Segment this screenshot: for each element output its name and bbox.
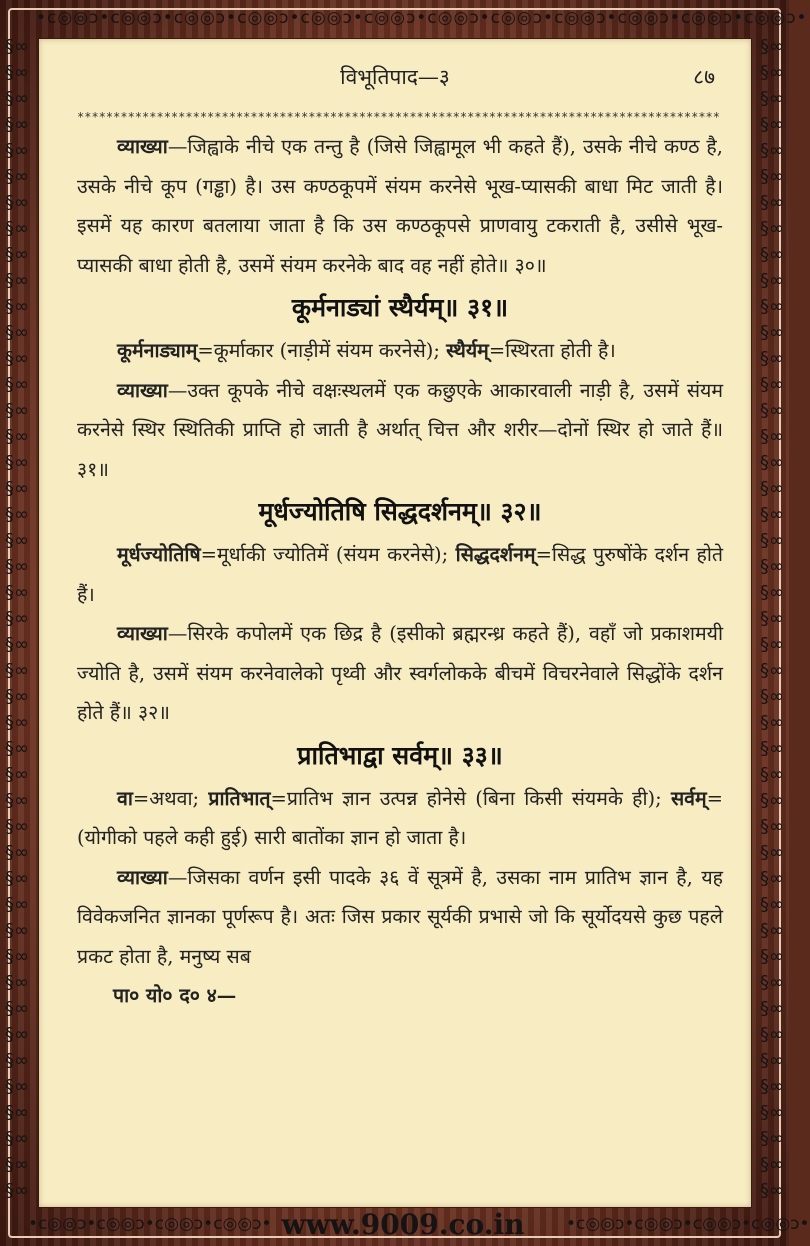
word-meaning-33 bbox=[77, 779, 723, 858]
signature-mark: पा० यो० द० ४— bbox=[113, 984, 237, 1007]
commentary-term: व्याख्या bbox=[117, 865, 168, 889]
commentary-33 bbox=[77, 858, 723, 977]
meaning: =स्थिरता होती है। bbox=[488, 339, 616, 362]
commentary-text: —उक्त कूपके नीचे वक्षःस्थलमें एक कछुएके आकारवाली नाड़ी है, उसमें संयम करनेसे स्थिर स्थितिकी प्राप्ति हो जाती है अर्थात् चित्त और शरीर—दोनों स्थिर हो जाते हैं॥ ३१॥ bbox=[77, 378, 723, 481]
meaning: =कूर्माकार (नाड़ीमें संयम करनेसे); bbox=[197, 339, 440, 362]
page-paper bbox=[38, 38, 752, 1208]
term: मूर्धज्योतिषि bbox=[117, 543, 201, 566]
term: स्थैर्यम् bbox=[446, 339, 489, 362]
term: वा bbox=[117, 786, 133, 810]
commentary-text: —जिसका वर्णन इसी पादके ३६ वें सूत्रमें है, उसका नाम प्रातिभ ज्ञान है, यह विवेकजनित ज्ञानका पूर्णरूप है। अतः जिस प्रकार सूर्यकी प्रभासे जो कि सूर्योदयसे कुछ पहले प्रकट होता है, मनुष्य सब bbox=[77, 865, 723, 968]
top-border-ornament: •c◎◎ɔ•c◎◎ɔ•c◎◎ɔ•c◎◎ɔ•c◎◎ɔ•c◎◎ɔ•c◎◎ɔ•c◎◎ɔ•c◎◎ɔ•c◎◎ɔ•c◎◎ɔ•c◎◎ɔ• bbox=[36, 8, 808, 28]
meaning: =मूर्धाकी ज्योतिमें (संयम करनेसे); bbox=[200, 543, 449, 566]
commentary-32 bbox=[77, 614, 723, 733]
commentary-text: —जिह्वाके नीचे एक तन्तु है (जिसे जिह्वामूल भी कहते हैं), उसके नीचे कण्ठ है, उसके नीचे कूप (गड्ढा) है। उस कण्ठकूपमें संयम करनेसे भूख-प्यासकी बाधा मिट जाती है। इसमें यह कारण बतलाया जाता है कि उस कण्ठकूपसे प्राणवायु टकराती है, उसीसे भूख-प्यासकी बाधा होती है, उसमें संयम करनेके बाद वह नहीं होते॥ ३०॥ bbox=[77, 135, 723, 277]
sutra-33: प्रातिभाद्वा सर्वम्॥ ३३॥ bbox=[297, 740, 503, 770]
commentary-term: व्याख्या bbox=[117, 622, 168, 645]
meaning: =अथवा; bbox=[132, 786, 200, 810]
commentary-text: —सिरके कपोलमें एक छिद्र है (इसीको ब्रह्मरन्ध्र कहते हैं), वहाँ जो प्रकाशमयी ज्योति है, उसमें संयम करनेवालेको पृथ्वी और स्वर्गलोकके बीचमें विचरनेवाले सिद्धोंके दर्शन होते हैं॥ ३२॥ bbox=[77, 622, 723, 724]
right-border-ornament: §∞§∞§∞§∞§∞§∞§∞§∞§∞§∞§∞§∞§∞§∞§∞§∞§∞§∞§∞§∞§∞§∞§∞§∞§∞§∞§∞§∞§∞§∞§∞§∞§∞§∞§∞§∞§∞§∞§∞§∞§∞§∞§∞§∞§∞ bbox=[760, 36, 784, 1201]
commentary-31 bbox=[77, 371, 723, 490]
term: प्रातिभात् bbox=[208, 786, 271, 810]
left-border-ornament: §∞§∞§∞§∞§∞§∞§∞§∞§∞§∞§∞§∞§∞§∞§∞§∞§∞§∞§∞§∞§∞§∞§∞§∞§∞§∞§∞§∞§∞§∞§∞§∞§∞§∞§∞§∞§∞§∞§∞§∞§∞§∞§∞§∞§∞ bbox=[5, 36, 29, 1201]
meaning: =(योगीको पहले कही हुई) सारी बातोंका ज्ञान हो जाता है। bbox=[77, 786, 723, 849]
commentary-term: व्याख्या bbox=[117, 378, 168, 402]
sutra-31: कूर्मनाड्यां स्थैर्यम्॥ ३१॥ bbox=[291, 293, 509, 322]
website-watermark: www.9009.co.in bbox=[281, 1208, 525, 1241]
chapter-title: विभूतिपाद—३ bbox=[340, 65, 450, 89]
running-header bbox=[39, 61, 751, 95]
sutra-32: मूर्धज्योतिषि सिद्धदर्शनम्॥ ३२॥ bbox=[258, 497, 542, 526]
page-number: ८७ bbox=[693, 65, 715, 89]
commentary-30 bbox=[77, 127, 723, 285]
star-rule: ***************************************************************************************** bbox=[77, 110, 720, 124]
meaning: =सिद्ध पुरुषोंके दर्शन होते हैं। bbox=[77, 543, 723, 606]
bottom-right-ornament: •c◎◎ɔ•c◎◎ɔ•c◎◎ɔ•c◎◎ɔ• bbox=[566, 1214, 810, 1234]
meaning: =प्रातिभ ज्ञान उत्पन्न होनेसे (बिना किसी संयमके ही); bbox=[270, 786, 662, 810]
page-body bbox=[77, 127, 723, 1016]
term: कूर्मनाड्याम् bbox=[117, 339, 198, 362]
term: सर्वम् bbox=[670, 786, 707, 810]
word-meaning-31 bbox=[77, 331, 723, 371]
bottom-left-ornament: •c◎◎ɔ•c◎◎ɔ•c◎◎ɔ•c◎◎ɔ• bbox=[28, 1214, 272, 1234]
commentary-term: व्याख्या bbox=[117, 135, 168, 158]
term: सिद्धदर्शनम् bbox=[455, 543, 536, 566]
word-meaning-32 bbox=[77, 535, 723, 614]
